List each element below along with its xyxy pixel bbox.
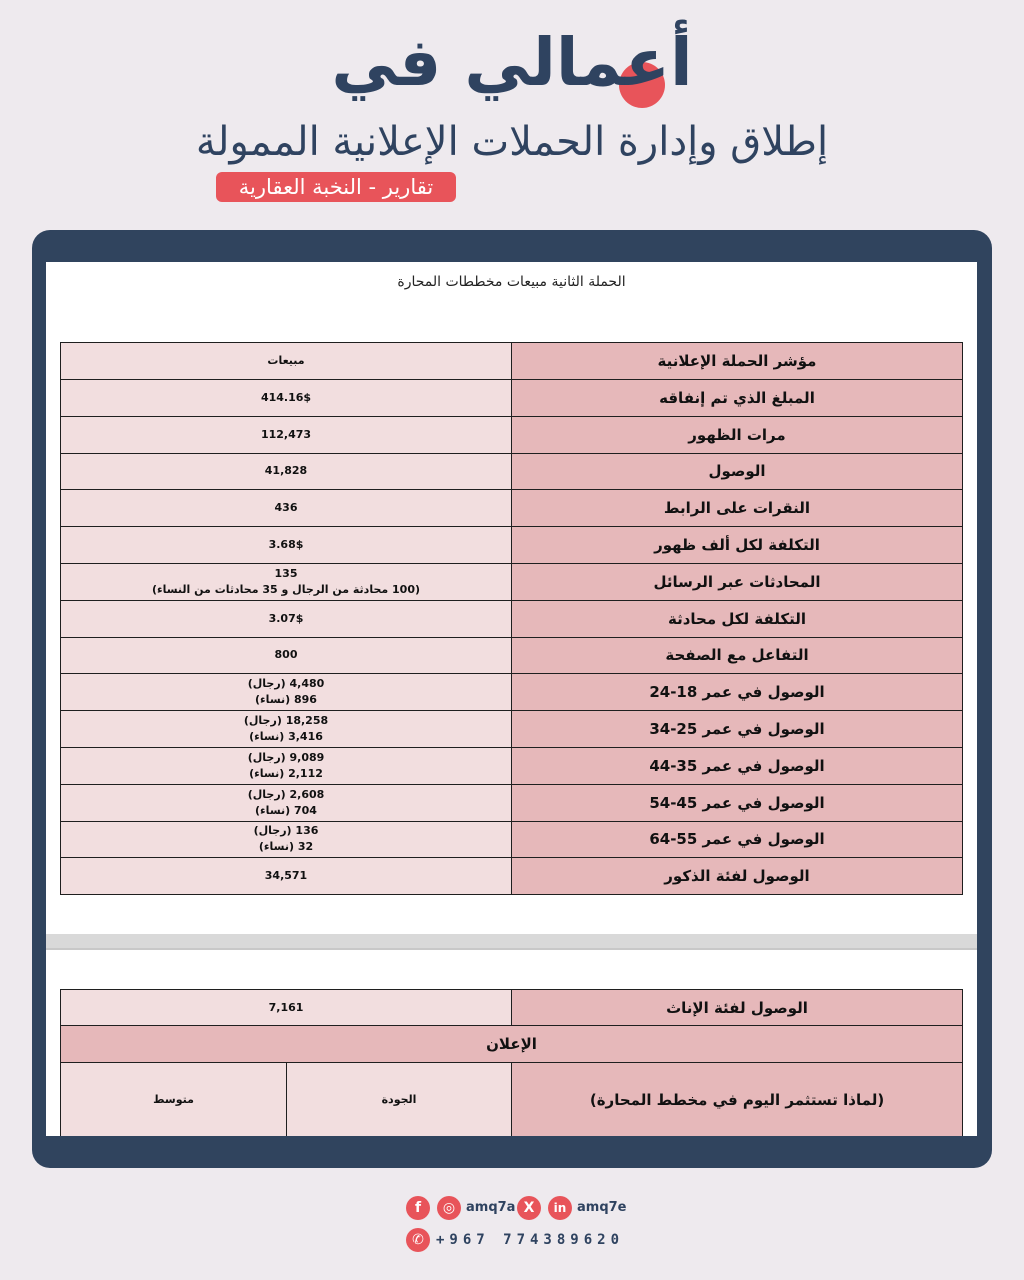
metric-value-line: 32 (نساء) <box>258 840 314 854</box>
document-page[interactable] <box>46 262 977 1136</box>
table-row <box>61 711 963 748</box>
metric-value <box>61 711 512 748</box>
metric-value-line: 9,089 (رجال) <box>247 750 325 764</box>
table-row <box>61 380 963 417</box>
table-row <box>61 637 963 674</box>
metric-value-line: مبيعات <box>267 354 305 367</box>
metric-value <box>61 747 512 784</box>
metric-value-line: (100 محادثة من الرجال و 35 محادثات من النساء) <box>151 582 421 596</box>
x-icon[interactable]: X <box>517 1196 541 1220</box>
table-row <box>61 490 963 527</box>
phone-number[interactable]: +967 774389620 <box>436 1232 625 1248</box>
handle-left[interactable]: amq7a <box>466 1200 516 1215</box>
metric-label: الوصول في عمر 45-54 <box>512 784 963 821</box>
female-reach-value: 7,161 <box>61 990 512 1026</box>
metric-value <box>61 527 512 564</box>
metric-label: الوصول <box>512 453 963 490</box>
table-row <box>61 527 963 564</box>
whatsapp-icon[interactable]: ✆ <box>406 1228 430 1252</box>
page-separator-shadow <box>46 948 977 950</box>
metric-value-line: 3,416 (نساء) <box>249 730 323 744</box>
metric-value <box>61 784 512 821</box>
table-row <box>61 563 963 600</box>
metric-label: المبلغ الذي تم إنفاقه <box>512 380 963 417</box>
table-row <box>61 784 963 821</box>
campaign-metrics-table <box>60 342 963 895</box>
metric-value-line: 135 <box>274 566 298 580</box>
page-separator <box>46 934 977 948</box>
metric-value <box>61 821 512 858</box>
metric-value-line: 896 (نساء) <box>255 693 317 707</box>
quality-cell: الجودة <box>287 1063 512 1137</box>
metric-value-line: 4,480 (رجال) <box>247 677 325 691</box>
metric-value <box>61 343 512 380</box>
table-row <box>61 990 963 1026</box>
metric-label: مرات الظهور <box>512 416 963 453</box>
metric-value <box>61 416 512 453</box>
handle-right[interactable]: amq7e <box>577 1200 627 1215</box>
metric-value <box>61 637 512 674</box>
metric-label: مؤشر الحملة الإعلانية <box>512 343 963 380</box>
metric-value-line: 2,608 (رجال) <box>247 787 325 801</box>
metric-value-line: 436 <box>274 501 298 515</box>
metric-value-line: 18,258 (رجال) <box>243 714 329 728</box>
metric-value-line: 800 <box>274 648 298 662</box>
metric-value-line: 414.16$ <box>260 390 312 404</box>
metric-value-line: 3.07$ <box>268 611 304 625</box>
female-reach-label: الوصول لفئة الإناث <box>512 990 963 1026</box>
metric-value <box>61 858 512 895</box>
metric-value <box>61 563 512 600</box>
table-row <box>61 416 963 453</box>
table-row <box>61 600 963 637</box>
footer <box>0 1190 1024 1280</box>
metric-value-line: 34,571 <box>264 869 308 883</box>
metric-label: المحادثات عبر الرسائل <box>512 563 963 600</box>
metric-value-line: 136 (رجال) <box>253 824 319 838</box>
table-row <box>61 858 963 895</box>
metric-value-line: 112,473 <box>260 427 312 441</box>
metric-value <box>61 380 512 417</box>
table-row <box>61 1026 963 1063</box>
table-row <box>61 1063 963 1137</box>
linkedin-icon[interactable]: in <box>548 1196 572 1220</box>
facebook-icon[interactable]: f <box>406 1196 430 1220</box>
metric-label: الوصول في عمر 25-34 <box>512 711 963 748</box>
metric-value <box>61 674 512 711</box>
metric-label: الوصول في عمر 35-44 <box>512 747 963 784</box>
metric-label: الوصول في عمر 55-64 <box>512 821 963 858</box>
average-cell: متوسط <box>61 1063 287 1137</box>
metric-label: التفاعل مع الصفحة <box>512 637 963 674</box>
campaign-metrics-table-page2 <box>60 989 963 1136</box>
instagram-icon[interactable]: ◎ <box>437 1196 461 1220</box>
table-row <box>61 343 963 380</box>
metric-label: الوصول لفئة الذكور <box>512 858 963 895</box>
table-row <box>61 821 963 858</box>
brand-title <box>0 18 1024 108</box>
table-row <box>61 674 963 711</box>
subtitle: إطلاق وإدارة الحملات الإعلانية الممولة <box>195 119 829 165</box>
document-title: الحملة الثانية مبيعات مخططات المحارة <box>397 274 626 290</box>
metric-value-line: 704 (نساء) <box>255 803 317 817</box>
ad-section-header: الإعلان <box>61 1026 963 1063</box>
metric-label: النقرات على الرابط <box>512 490 963 527</box>
table-row <box>61 453 963 490</box>
metric-value-line: 41,828 <box>264 464 308 478</box>
metric-value <box>61 600 512 637</box>
metric-label: التكلفة لكل ألف ظهور <box>512 527 963 564</box>
brand-text: أعمالي في <box>331 24 693 101</box>
table-row <box>61 747 963 784</box>
metric-value-line: 3.68$ <box>268 538 304 552</box>
metric-label: التكلفة لكل محادثة <box>512 600 963 637</box>
metric-label: الوصول في عمر 18-24 <box>512 674 963 711</box>
metric-value <box>61 453 512 490</box>
header <box>0 0 1024 220</box>
metric-value <box>61 490 512 527</box>
ad-text-label: (لماذا تستثمر اليوم في مخطط المحارة) <box>512 1063 963 1137</box>
report-badge: تقارير - النخبة العقارية <box>216 172 456 202</box>
metric-value-line: 2,112 (نساء) <box>249 766 323 780</box>
